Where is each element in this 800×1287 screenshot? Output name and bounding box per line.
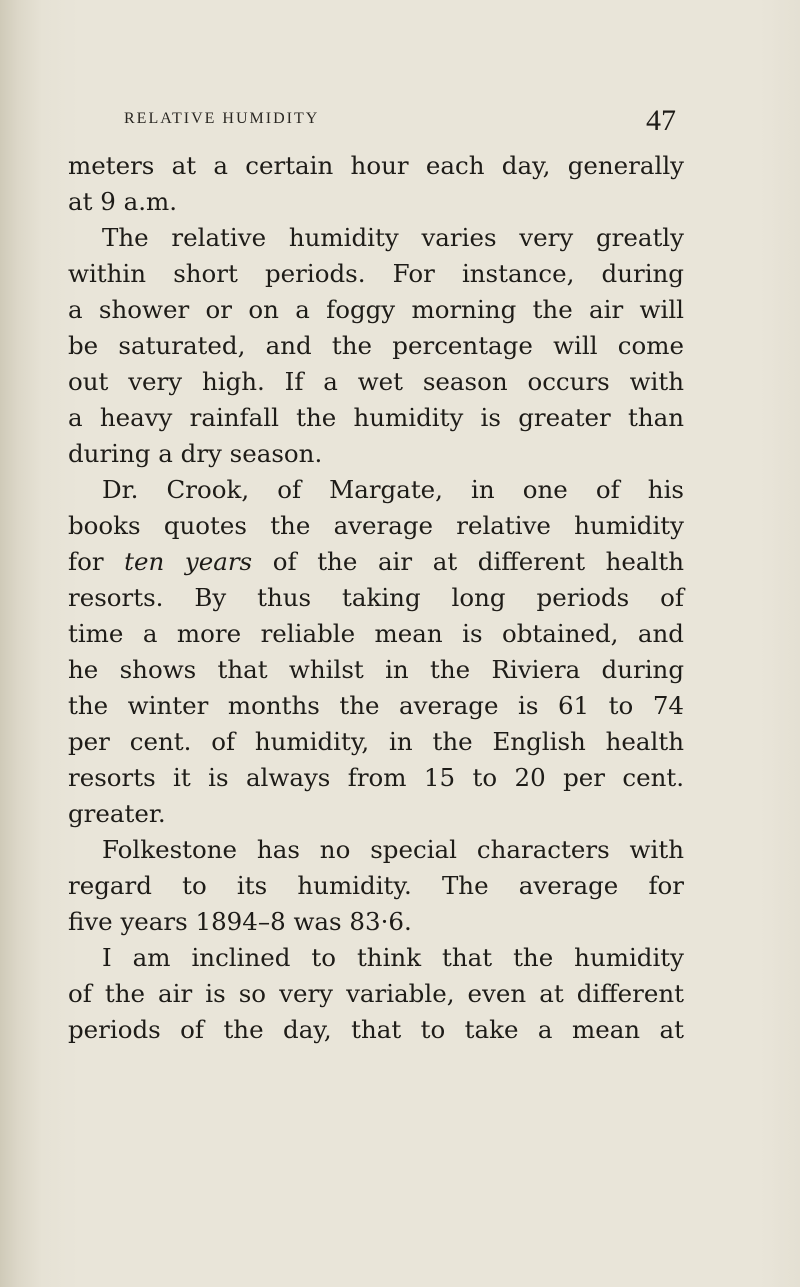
text-line: he shows that whilst in the Riviera during [68,655,684,684]
text-line: time a more reliable mean is obtained, and [68,619,684,648]
page-header [124,104,676,138]
text-line: resorts. By thus taking long periods of [68,583,684,612]
text-line: The relative humidity varies very greatly [102,223,684,252]
body-text [68,148,684,1048]
text-fragment: for [68,547,104,576]
text-line: meters at a certain hour each day, generally [68,151,684,180]
text-line: out very high. If a wet season occurs with [68,367,684,396]
running-head: RELATIVE HUMIDITY [124,110,320,127]
text-fragment: of the air at different health [272,547,684,576]
text-line: the winter months the average is 61 to 74 [68,691,684,720]
italic-phrase: ten years [124,547,253,576]
text-line: of the air is so very variable, even at different [68,979,684,1008]
text-line: at 9 a.m. [68,187,178,216]
text-line: regard to its humidity. The average for [68,871,684,900]
text-line: per cent. of humidity, in the English health [68,727,684,756]
text-line: a heavy rainfall the humidity is greater than [68,403,684,432]
text-line [68,544,684,580]
text-line: greater. [68,799,166,828]
text-line: Folkestone has no special characters with [102,835,684,864]
page-number: 47 [646,104,676,137]
text-line: within short periods. For instance, during [68,259,684,288]
text-line: books quotes the average relative humidity [68,511,684,540]
text-line: periods of the day, that to take a mean at [68,1015,684,1044]
text-line: be saturated, and the percentage will come [68,331,684,360]
text-line: a shower or on a foggy morning the air will [68,295,684,324]
text-line: I am inclined to think that the humidity [102,943,684,972]
text-line: during a dry season. [68,439,323,468]
text-line: resorts it is always from 15 to 20 per cent. [68,763,684,792]
text-line: five years 1894–8 was 83·6. [68,907,412,936]
text-line: Dr. Crook, of Margate, in one of his [102,475,684,504]
